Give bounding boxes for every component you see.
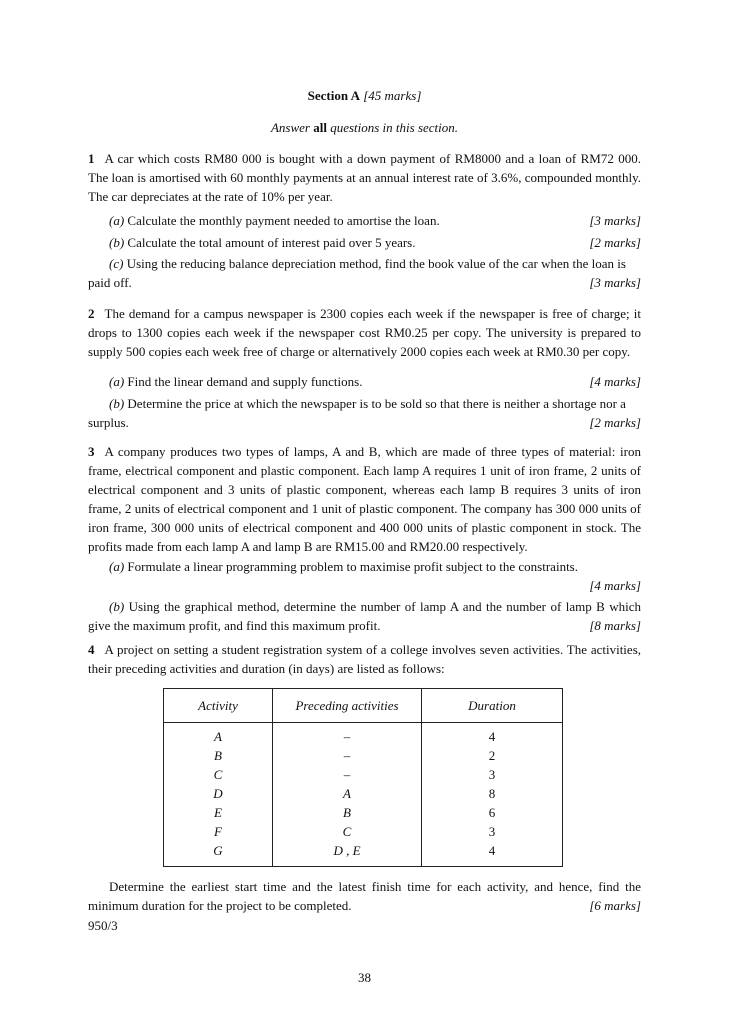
activity-cell: A bbox=[164, 723, 273, 747]
question-1 bbox=[88, 149, 641, 206]
question-3b bbox=[88, 597, 641, 635]
part-text: Calculate the total amount of interest paid over 5 years. bbox=[127, 235, 416, 250]
part-label: (a) bbox=[109, 213, 125, 228]
question-1c bbox=[88, 254, 641, 292]
duration-cell: 3 bbox=[488, 766, 496, 782]
part-marks: [8 marks] bbox=[589, 618, 641, 633]
task-marks: [6 marks] bbox=[589, 898, 641, 913]
preceding-cell: A bbox=[273, 784, 422, 803]
part-label: (c) bbox=[109, 256, 124, 271]
instruction-bold: all bbox=[313, 120, 327, 135]
question-2a bbox=[88, 372, 641, 391]
question-number: 3 bbox=[88, 444, 95, 459]
part-text: Determine the price at which the newspaper is to be sold so that there is neither a shortage nor a surplus. bbox=[88, 396, 626, 430]
part-label: (a) bbox=[109, 374, 125, 389]
part-label: (a) bbox=[109, 559, 125, 574]
preceding-cell: D , E bbox=[273, 841, 422, 867]
table-row bbox=[164, 841, 563, 867]
part-marks: [2 marks] bbox=[589, 415, 641, 430]
part-text: Using the reducing balance depreciation method, find the book value of the car when the loan is paid off. bbox=[88, 256, 626, 290]
paper-code: 950/3 bbox=[88, 918, 118, 933]
header-activity: Activity bbox=[164, 689, 273, 723]
part-text: Using the graphical method, determine the number of lamp A and the number of lamp B which give the maximum profit, and find this maximum profit. bbox=[88, 599, 641, 633]
instruction-post: questions in this section. bbox=[330, 120, 459, 135]
question-text: The demand for a campus newspaper is 2300 copies each week if the newspaper is free of charge; it drops to 1300 copies each week if the newspaper cost RM0.25 per copy. The university is prepared to supply 500 copies each week free of charge or alternatively 2000 copies each week at RM0.30 per copy. bbox=[88, 306, 641, 359]
question-number: 2 bbox=[88, 306, 95, 321]
question-1a bbox=[88, 211, 641, 230]
part-marks: [2 marks] bbox=[589, 235, 641, 250]
section-instruction bbox=[0, 120, 729, 136]
preceding-cell: – bbox=[273, 746, 422, 765]
question-2 bbox=[88, 304, 641, 361]
activity-cell: D bbox=[164, 784, 273, 803]
part-marks: [4 marks] bbox=[589, 578, 641, 593]
activity-cell: E bbox=[164, 803, 273, 822]
activity-cell: G bbox=[164, 841, 273, 867]
duration-cell: 3 bbox=[488, 823, 496, 839]
question-3a bbox=[88, 557, 641, 595]
activity-cell: B bbox=[164, 746, 273, 765]
part-text: Find the linear demand and supply functions. bbox=[127, 374, 363, 389]
question-4 bbox=[88, 640, 641, 678]
activity-table bbox=[163, 688, 563, 867]
page-number: 38 bbox=[358, 970, 371, 985]
part-marks: [3 marks] bbox=[589, 213, 641, 228]
part-label: (b) bbox=[109, 396, 125, 411]
instruction-pre: Answer bbox=[270, 120, 310, 135]
duration-cell: 4 bbox=[488, 728, 496, 744]
preceding-cell: C bbox=[273, 822, 422, 841]
table-row bbox=[164, 803, 563, 822]
question-text: A project on setting a student registration system of a college involves seven activities. The activities, their preceding activities and duration (in days) are listed as follows: bbox=[88, 642, 641, 676]
question-4-task bbox=[88, 877, 641, 915]
table-header-row bbox=[164, 689, 563, 723]
table-row bbox=[164, 765, 563, 784]
part-text: Calculate the monthly payment needed to amortise the loan. bbox=[127, 213, 440, 228]
question-3 bbox=[88, 442, 641, 556]
header-duration: Duration bbox=[422, 689, 563, 723]
duration-cell: 8 bbox=[488, 785, 496, 801]
duration-cell: 6 bbox=[488, 804, 496, 820]
activity-cell: C bbox=[164, 765, 273, 784]
question-text: A car which costs RM80 000 is bought with a down payment of RM8000 and a loan of RM72 000. The loan is amortised with 60 monthly payments at an annual interest rate of 3.6%, compounded monthly. The car depreciates at the rate of 10% per year. bbox=[88, 151, 641, 204]
question-1b bbox=[88, 233, 641, 252]
duration-cell: 2 bbox=[488, 747, 496, 763]
section-title-text: Section A bbox=[307, 88, 360, 103]
part-marks: [4 marks] bbox=[589, 374, 641, 389]
part-marks: [3 marks] bbox=[589, 275, 641, 290]
table-row bbox=[164, 822, 563, 841]
duration-cell: 4 bbox=[488, 842, 496, 858]
question-2b bbox=[88, 394, 641, 432]
activity-cell: F bbox=[164, 822, 273, 841]
table-row bbox=[164, 723, 563, 747]
part-label: (b) bbox=[109, 599, 125, 614]
part-text: Formulate a linear programming problem to maximise profit subject to the constraints. bbox=[127, 559, 578, 574]
preceding-cell: – bbox=[273, 765, 422, 784]
preceding-cell: – bbox=[273, 723, 422, 747]
question-number: 4 bbox=[88, 642, 95, 657]
task-text: Determine the earliest start time and the latest finish time for each activity, and hence, find the minimum duration for the project to be completed. bbox=[88, 879, 641, 913]
table-row bbox=[164, 784, 563, 803]
question-text: A company produces two types of lamps, A and B, which are made of three types of material: iron frame, electrical component and plastic component. Each lamp A requires 1 unit of iron frame, 2 units of electrical component and 3 units of plastic component, whereas each lamp B requires 3 units of iron frame, 2 units of electrical component and 1 unit of plastic component. The company has 300 000 units of iron frame, 300 000 units of electrical component and 400 000 units of plastic component in stock. The profits made from each lamp A and lamp B are RM15.00 and RM20.00 respectively. bbox=[88, 444, 641, 554]
preceding-cell: B bbox=[273, 803, 422, 822]
part-label: (b) bbox=[109, 235, 125, 250]
section-marks: [45 marks] bbox=[363, 88, 422, 103]
header-preceding: Preceding activities bbox=[273, 689, 422, 723]
section-title bbox=[0, 88, 729, 104]
table-row bbox=[164, 746, 563, 765]
question-number: 1 bbox=[88, 151, 95, 166]
